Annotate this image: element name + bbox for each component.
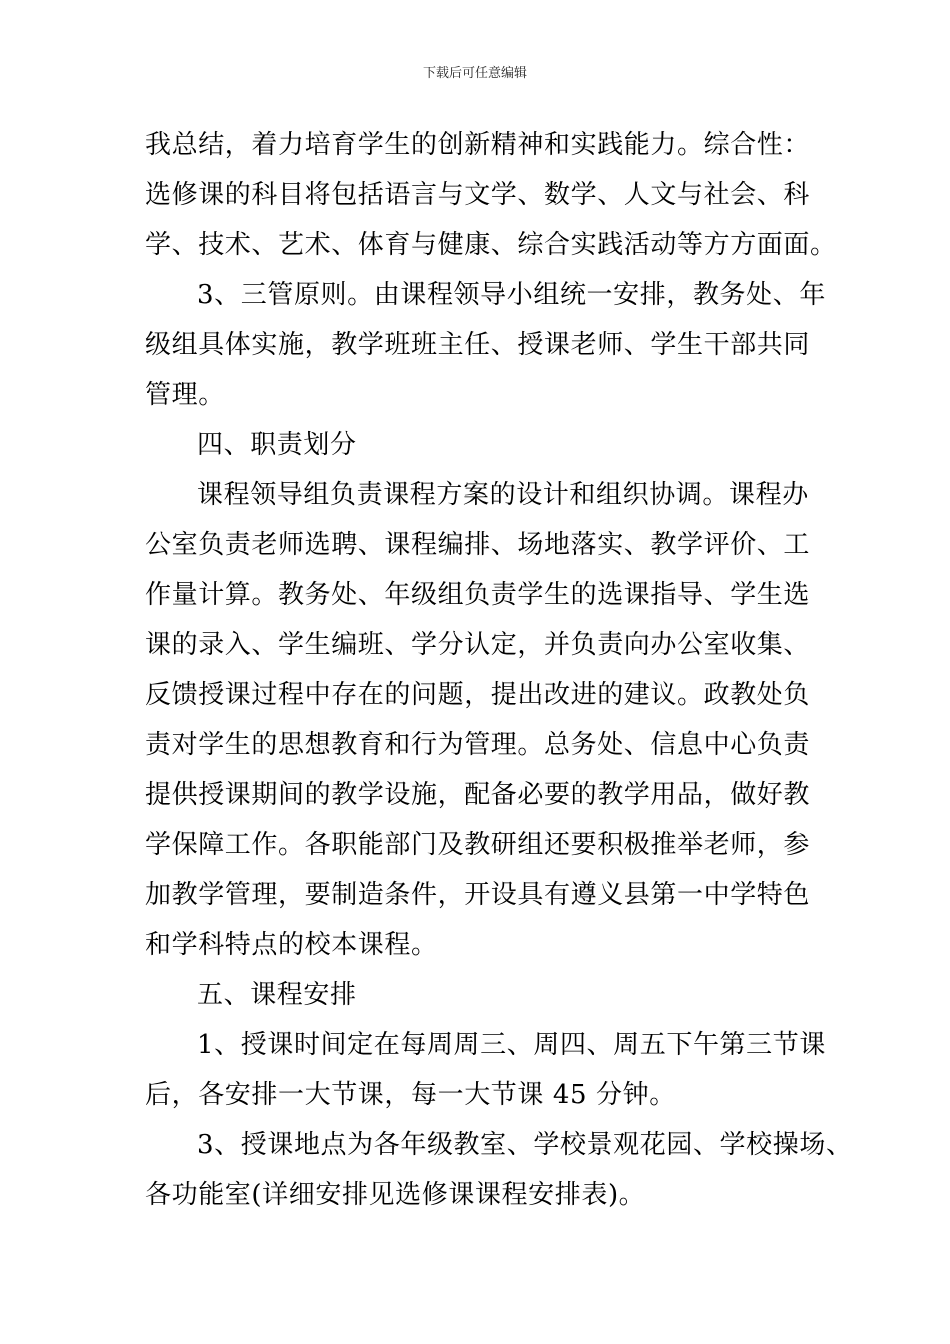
text-line: 公室负责老师选聘、课程编排、场地落实、教学评价、工 (145, 530, 811, 560)
text-line: 各功能室(详细安排见选修课课程安排表)。 (145, 1180, 646, 1210)
text-line: 选修课的科目将包括语言与文学、数学、人文与社会、科 (145, 180, 811, 210)
text-line: 课程领导组负责课程方案的设计和组织协调。课程办 (197, 480, 809, 510)
document-body (145, 120, 853, 1220)
text-line: 和学科特点的校本课程。 (145, 930, 438, 960)
text-line: 1、授课时间定在每周周三、周四、周五下午第三节课 (197, 1030, 826, 1060)
text-line: 级组具体实施，教学班班主任、授课老师、学生干部共同 (145, 330, 811, 360)
text-line: 学保障工作。各职能部门及教研组还要积极推举老师，参 (145, 830, 811, 860)
text-line: 作量计算。教务处、年级组负责学生的选课指导、学生选 (145, 580, 811, 610)
text-line: 3、三管原则。由课程领导小组统一安排，教务处、年 (197, 280, 826, 310)
text-line: 课的录入、学生编班、学分认定，并负责向办公室收集、 (145, 630, 811, 660)
text-line: 后，各安排一大节课，每一大节课 45 分钟。 (145, 1080, 676, 1110)
text-line: 学、技术、艺术、体育与健康、综合实践活动等方方面面。 (145, 230, 837, 260)
section-heading: 五、课程安排 (197, 980, 357, 1010)
page-header: 下载后可任意编辑 (422, 66, 527, 81)
text-line: 3、授课地点为各年级教室、学校景观花园、学校操场、 (197, 1130, 853, 1160)
text-line: 我总结，着力培育学生的创新精神和实践能力。综合性： (145, 130, 811, 160)
text-line: 提供授课期间的教学设施，配备必要的教学用品，做好教 (145, 780, 811, 810)
text-line: 责对学生的思想教育和行为管理。总务处、信息中心负责 (145, 730, 811, 760)
text-line: 加教学管理，要制造条件，开设具有遵义县第一中学特色 (145, 880, 811, 910)
text-line: 反馈授课过程中存在的问题，提出改进的建议。政教处负 (145, 680, 811, 710)
text-line: 管理。 (145, 380, 225, 410)
section-heading: 四、职责划分 (197, 430, 357, 460)
